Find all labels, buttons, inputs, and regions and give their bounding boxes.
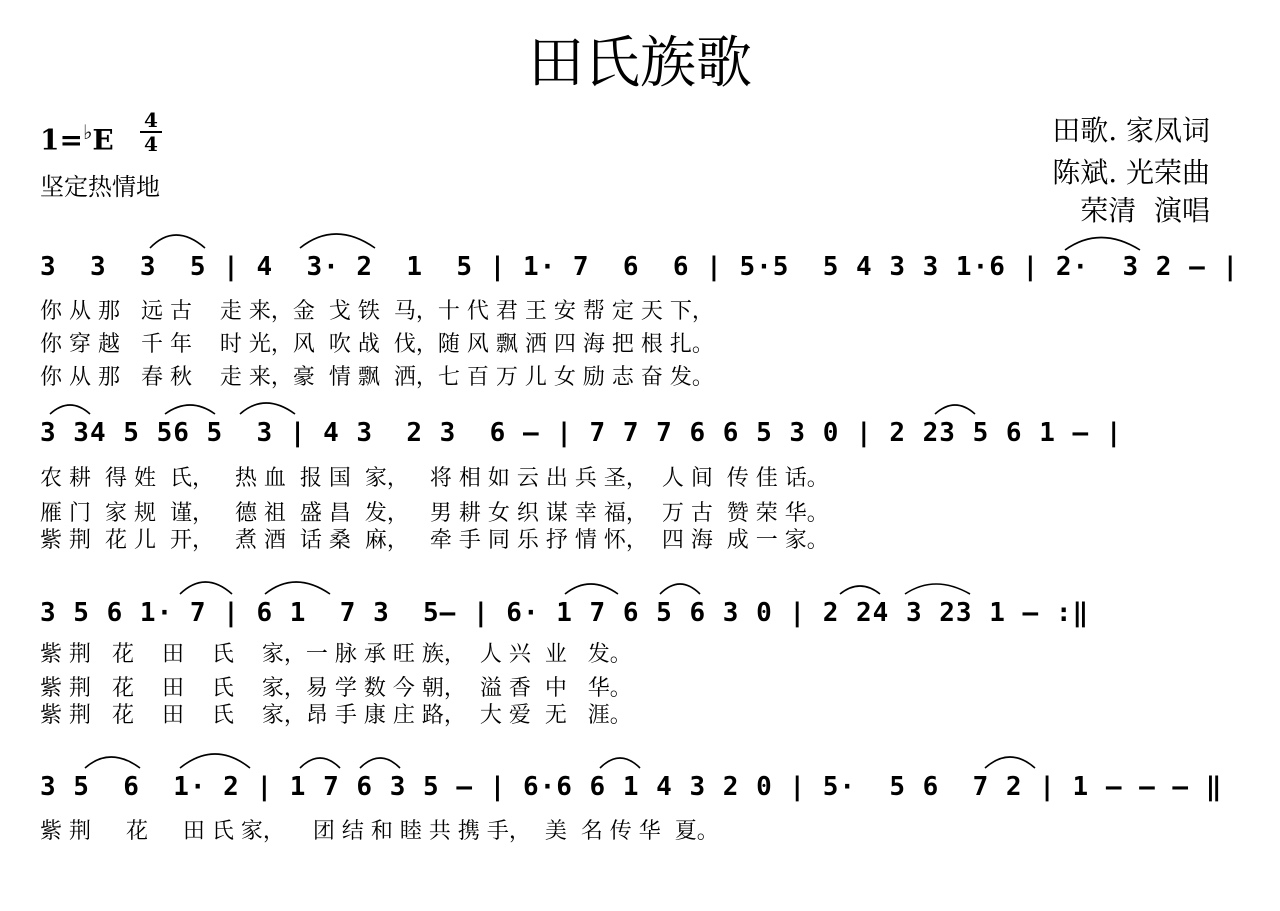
notation-line-3: 3 5 6 1· 7 | 6 1 7 3 5– | 6· 1 7 6 5 6 3 0 | 2 24 3 23 1 – :‖ (40, 598, 1090, 628)
lyrics-line-2-1: 农 耕 得 姓 氏， 热 血 报 国 家， 将 相 如 云 出 兵 圣， 人 间 传 佳 话。 (40, 466, 829, 491)
time-signature-top: 4 (144, 108, 158, 132)
lyrics-line-2-3: 紫 荆 花 儿 开， 煮 酒 话 桑 麻， 牵 手 同 乐 抒 情 怀， 四 海 成 一 家。 (40, 528, 829, 553)
notation-line-4: 3 5 6 1· 2 | 1 7 6 3 5 – | 6·6 6 1 4 3 2 0 | 5· 5 6 7 2 | 1 — – – ‖ (40, 772, 1223, 802)
song-title: 田氏族歌 (528, 31, 752, 96)
lyricist-credit: 田歌. 家凤词 (1052, 114, 1210, 147)
lyrics-line-1-1: 你 从 那 远 古 走 来，金 戈 铁 马，十 代 君 王 安 帮 定 天 下， (40, 299, 714, 324)
lyrics-line-4-1: 紫 荆 花 田 氏 家， 团 结 和 睦 共 携 手， 美 名 传 华 夏。 (40, 819, 719, 844)
lyrics-line-1-2: 你 穿 越 千 年 时 光，风 吹 战 伐，随 风 飘 洒 四 海 把 根 扎。 (40, 332, 714, 357)
composer-credit: 陈斌. 光荣曲 (1052, 156, 1210, 189)
flat-sign: ♭ (82, 120, 93, 144)
key-note: E (92, 123, 114, 157)
lyrics-line-2-2: 雁 门 家 规 谨， 德 祖 盛 昌 发， 男 耕 女 织 谋 幸 福， 万 古 赞 荣 华。 (40, 501, 829, 526)
notation-line-1: 3 3 3 5 | 4 3· 2 1 5 | 1· 7 6 6 | 5·5 5 4 3 3 1·6 | 2· 3 2 – | (40, 252, 1240, 282)
lyrics-line-3-1: 紫 荆 花 田 氏 家，一 脉 承 旺 族， 人 兴 业 发。 (40, 642, 632, 667)
time-signature-bottom: 4 (144, 132, 158, 156)
lyrics-line-3-3: 紫 荆 花 田 氏 家，昂 手 康 庄 路， 大 爱 无 涯。 (40, 703, 632, 728)
notation-line-2: 3 34 5 56 5 3 | 4 3 2 3 6 – | 7 7 7 6 6 5 3 0 | 2 23 5 6 1 – | (40, 418, 1123, 448)
lyrics-line-3-2: 紫 荆 花 田 氏 家，易 学 数 今 朝， 溢 香 中 华。 (40, 676, 632, 701)
lyrics-line-1-3: 你 从 那 春 秋 走 来，豪 情 飘 洒，七 百 万 儿 女 励 志 奋 发。 (40, 365, 714, 390)
tempo-marking: 坚定热情地 (40, 173, 160, 201)
key-base: 1= (40, 123, 83, 157)
performer-credit: 荣清 演唱 (1080, 194, 1210, 227)
